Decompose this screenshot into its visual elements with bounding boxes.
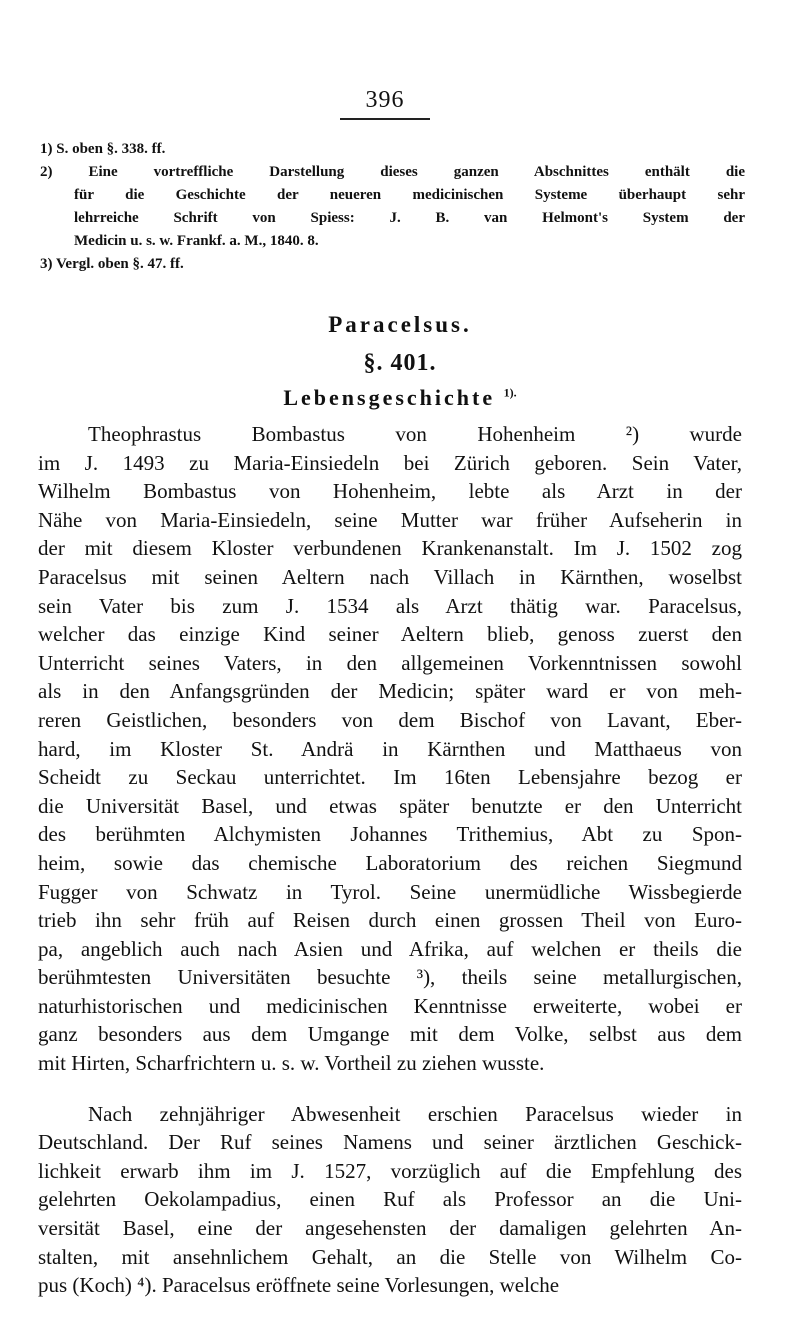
footnote-1: 1) S. oben §. 338. ff. xyxy=(40,141,166,157)
p1-line: im J. 1493 zu Maria-Einsiedeln bei Zürich geboren. Sein Vater, xyxy=(38,450,742,475)
paragraph-2 xyxy=(38,1100,742,1300)
p1-line: ganz besonders aus dem Umgange mit dem Volke, selbst aus dem xyxy=(38,1022,742,1047)
p1-line: naturhistorischen und medicinischen Kenntnisse erweiterte, wobei er xyxy=(38,993,742,1018)
footnote-2-line-2: für die Geschichte der neueren medicinischen Systeme überhaupt sehr xyxy=(74,187,745,203)
body-text xyxy=(38,420,742,1300)
paragraph-1 xyxy=(38,420,742,1078)
p1-line: Theophrastus Bombastus von Hohenheim ²) wurde xyxy=(88,422,742,446)
p2-line: pus (Koch) ⁴). Paracelsus eröffnete seine Vorlesungen, welche xyxy=(38,1273,560,1298)
section-subtitle-footnote-ref: 1). xyxy=(503,385,517,400)
p1-line: Scheidt zu Seckau unterrichtet. Im 16ten Lebensjahre bezog er xyxy=(38,765,742,790)
p1-line: pa, angeblich auch nach Asien und Afrika, auf welchen er theils die xyxy=(38,936,742,961)
p1-line: der mit diesem Kloster verbundenen Krankenanstalt. Im J. 1502 zog xyxy=(38,536,742,561)
section-number: §. 401. xyxy=(363,350,437,376)
p1-line: Paracelsus mit seinen Aeltern nach Villach in Kärnthen, woselbst xyxy=(38,564,742,589)
footnotes-block xyxy=(40,138,745,276)
p1-line: des berühmten Alchymisten Johannes Trithemius, Abt zu Spon- xyxy=(38,822,742,847)
p1-line: welcher das einzige Kind seiner Aeltern blieb, genoss zuerst den xyxy=(38,622,742,647)
page-number-rule xyxy=(340,118,430,120)
p1-line: berühmtesten Universitäten besuchte ³), theils seine metallurgischen, xyxy=(38,965,742,990)
p1-line: heim, sowie das chemische Laboratorium des reichen Siegmund xyxy=(38,850,742,875)
section-subtitle-text: Lebensgeschichte xyxy=(283,385,496,410)
p1-line: Wilhelm Bombastus von Hohenheim, lebte als Arzt in der xyxy=(38,479,742,504)
p1-line: die Universität Basel, und etwas später benutzte er den Unterricht xyxy=(38,793,742,818)
p2-line: Nach zehnjähriger Abwesenheit erschien Paracelsus wieder in xyxy=(88,1101,742,1126)
p1-line: sein Vater bis zum J. 1534 als Arzt thätig war. Paracelsus, xyxy=(38,593,742,618)
p2-line: Deutschland. Der Ruf seines Namens und seiner ärztlichen Geschick- xyxy=(38,1130,742,1155)
p2-line: versität Basel, eine der angesehensten der damaligen gelehrten An- xyxy=(38,1216,742,1241)
p1-line: reren Geistlichen, besonders von dem Bischof von Lavant, Eber- xyxy=(38,707,742,732)
footnote-3: 3) Vergl. oben §. 47. ff. xyxy=(40,256,184,272)
p2-line: gelehrten Oekolampadius, einen Ruf als Professor an die Uni- xyxy=(38,1187,742,1212)
p1-line: als in den Anfangsgründen der Medicin; später ward er von meh- xyxy=(38,679,742,704)
page-number: 396 xyxy=(365,87,405,113)
p1-line: Unterricht seines Vaters, in den allgemeinen Vorkenntnissen sowohl xyxy=(38,650,742,675)
p1-line: mit Hirten, Scharfrichtern u. s. w. Vortheil zu ziehen wusste. xyxy=(38,1051,545,1076)
paragraph-gap xyxy=(38,1078,742,1100)
chapter-heading: Paracelsus. xyxy=(328,312,472,337)
p1-line: hard, im Kloster St. Andrä in Kärnthen und Matthaeus von xyxy=(38,736,742,761)
p2-line: stalten, mit ansehnlichem Gehalt, an die Stelle von Wilhelm Co- xyxy=(38,1244,742,1269)
footnote-2-line-1: 2) Eine vortreffliche Darstellung dieses ganzen Abschnittes enthält die xyxy=(40,164,745,180)
p1-line: Nähe von Maria-Einsiedeln, seine Mutter war früher Aufseherin in xyxy=(38,507,742,532)
footnote-2-line-3: lehrreiche Schrift von Spiess: J. B. van Helmont's System der xyxy=(74,210,745,226)
footnote-2-line-4: Medicin u. s. w. Frankf. a. M., 1840. 8. xyxy=(74,233,319,249)
section-subtitle xyxy=(0,385,800,411)
p2-line: lichkeit erwarb ihm im J. 1527, vorzüglich auf die Empfehlung des xyxy=(38,1158,742,1183)
p1-line: trieb ihn sehr früh auf Reisen durch einen grossen Theil von Euro- xyxy=(38,908,742,933)
p1-line: Fugger von Schwatz in Tyrol. Seine unermüdliche Wissbegierde xyxy=(38,879,742,904)
